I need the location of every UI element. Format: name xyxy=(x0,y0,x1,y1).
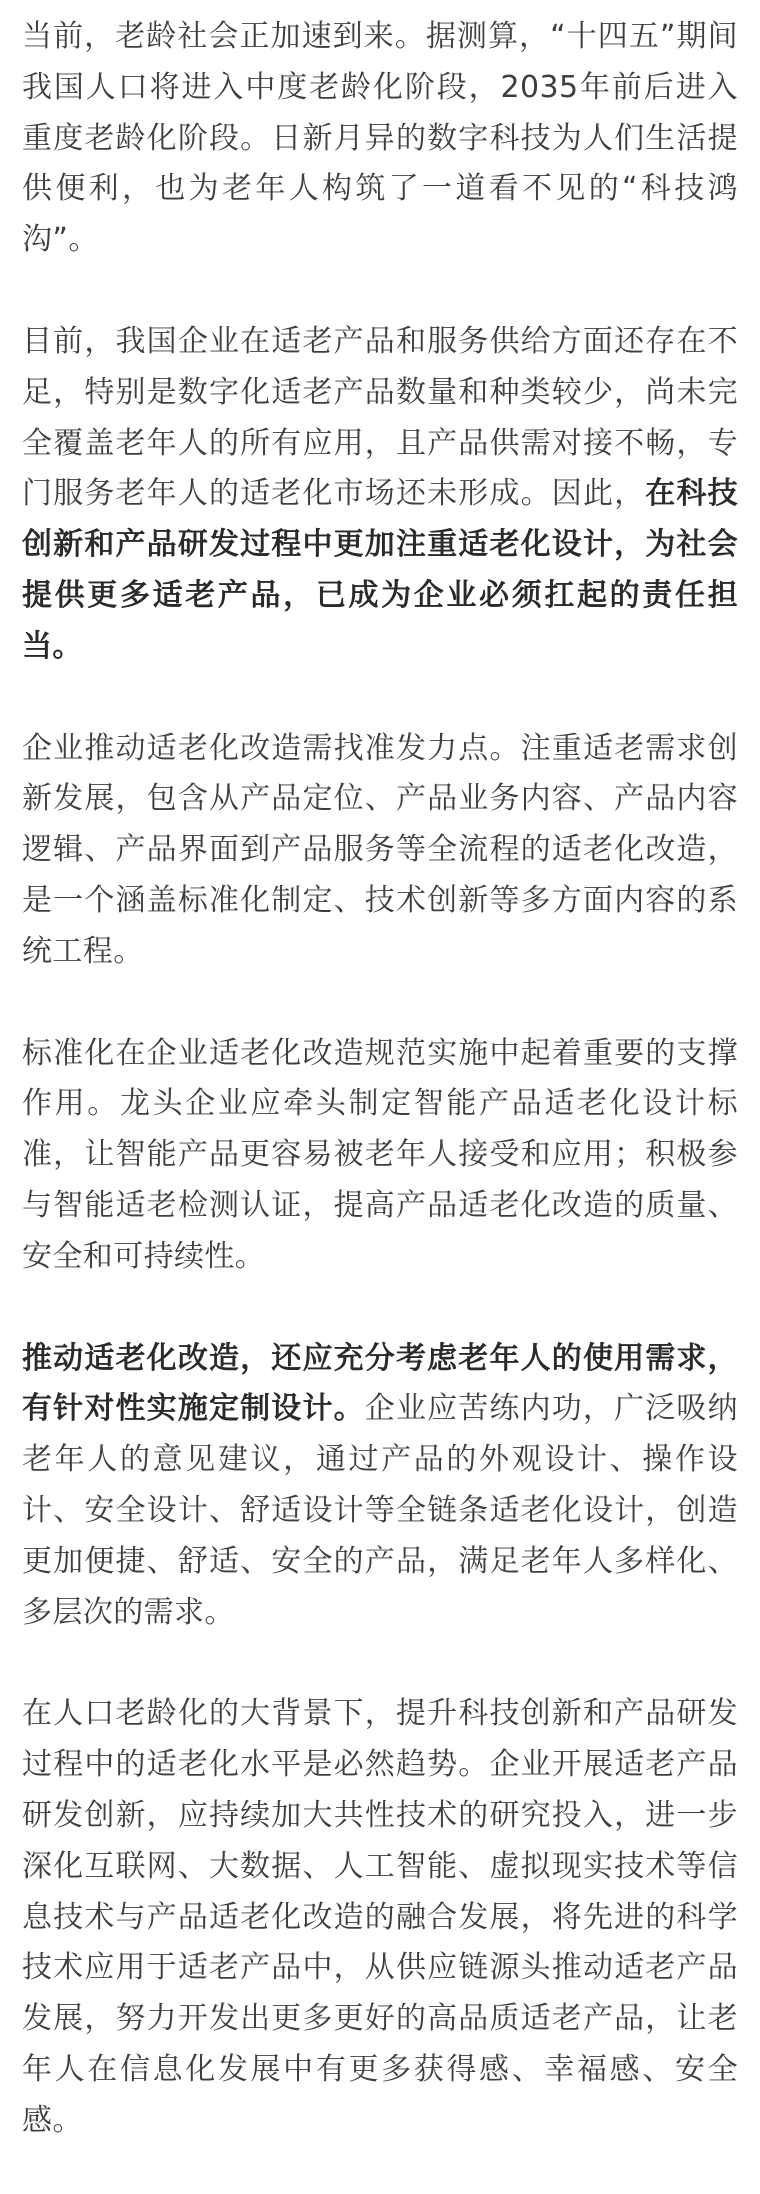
paragraph-text: 企业推动适老化改造需找准发力点。注重适老需求创新发展，包含从产品定位、产品业务内容、产品内容逻辑、产品界面到产品服务等全流程的适老化改造，是一个涵盖标准化制定、技术创新等多方面内容的系统工程。 xyxy=(22,730,738,969)
paragraph-emphasis: 推动适老化改造，还应充分考虑老年人的使用需求，有针对性实施定制设计。 xyxy=(22,1340,738,1427)
paragraph-text: 标准化在企业适老化改造规范实施中起着重要的支撑作用。龙头企业应牵头制定智能产品适老化设计标准，让智能产品更容易被老年人接受和应用；积极参与智能适老检测认证，提高产品适老化改造的质量、安全和可持续性。 xyxy=(22,1035,738,1274)
paragraph-supply-gap xyxy=(22,317,738,673)
paragraph-custom-design xyxy=(22,1334,738,1639)
paragraph-emphasis: 在科技创新和产品研发过程中更加注重适老化设计，为社会提供更多适老产品，已成为企业必须扛起的责任担当。 xyxy=(22,476,739,664)
paragraph-text: 在人口老龄化的大背景下，提升科技创新和产品研发过程中的适老化水平是必然趋势。企业开展适老产品研发创新，应持续加大共性技术的研究投入，进一步深化互联网、大数据、人工智能、虚拟现实技术等信息技术与产品适老化改造的融合发展，将先进的科学技术应用于适老产品中，从供应链源头推动适老产品发展，努力开发出更多更好的高品质适老产品，让老年人在信息化发展中有更多获得感、幸福感、安全感。 xyxy=(22,1696,738,2138)
paragraph-text: 企业应苦练内功，广泛吸纳老年人的意见建议，通过产品的外观设计、操作设计、安全设计、舒适设计等全链条适老化设计，创造更加便捷、舒适、安全的产品，满足老年人多样化、多层次的需求。 xyxy=(22,1391,738,1630)
paragraph-standardization xyxy=(22,1029,738,1283)
paragraph-conclusion xyxy=(22,1689,738,2146)
paragraph-intro xyxy=(22,12,738,266)
paragraph-text: 当前，老龄社会正加速到来。据测算，“十四五”期间我国人口将进入中度老龄化阶段，2035年前后进入重度老龄化阶段。日新月异的数字科技为人们生活提供便利，也为老年人构筑了一道看不见的“科技鸿沟”。 xyxy=(22,19,738,258)
paragraph-text: 目前，我国企业在适老产品和服务供给方面还存在不足，特别是数字化适老产品数量和种类较少，尚未完全覆盖老年人的所有应用，且产品供需对接不畅，专门服务老年人的适老化市场还未形成。因此， xyxy=(22,323,738,512)
paragraph-focus-points xyxy=(22,724,738,978)
